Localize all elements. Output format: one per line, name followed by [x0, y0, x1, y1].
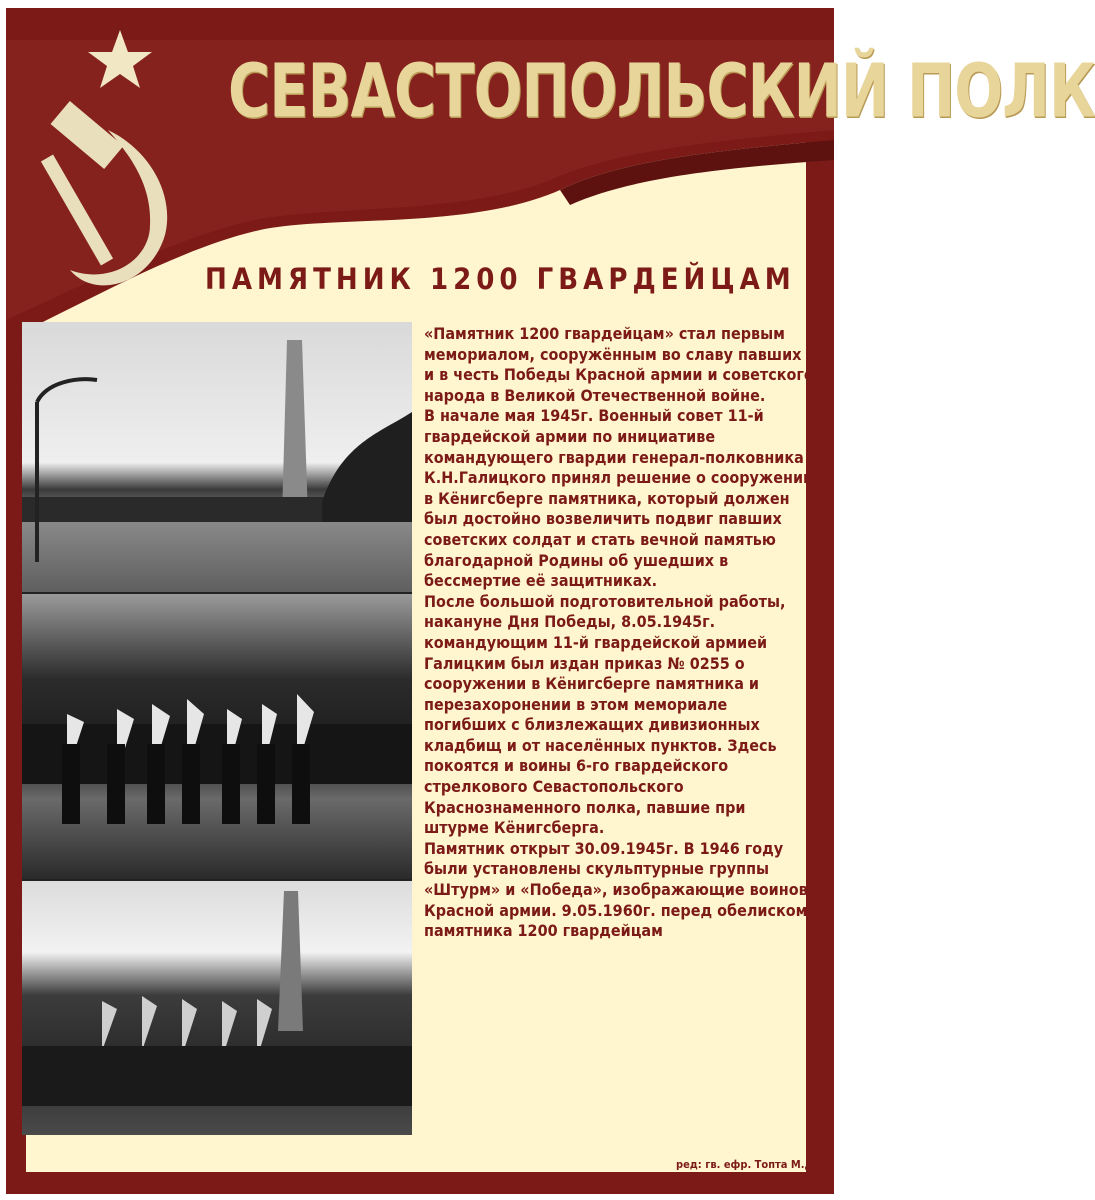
paragraph-1: «Памятник 1200 гвардейцам» стал первым мемориалом, сооружённым во славу павших и в честь Победы Красной армии и советского народа в Великой Отечественной войне.	[424, 324, 814, 405]
editor-credit: ред: гв. ефр. Топта М.Д	[676, 1158, 814, 1171]
photo-column	[22, 322, 412, 1135]
parade-at-obelisk-photo	[22, 881, 412, 1135]
guards-with-banners-photo	[22, 594, 412, 879]
poster-subtitle: ПАМЯТНИК 1200 ГВАРДЕЙЦАМ	[205, 262, 796, 296]
paragraph-2: В начале мая 1945г. Военный совет 11-й гвардейской армии по инициативе командующего гвардии генерал-полковника К.Н.Галицкого принял решение о сооружении в Кёнигсберге памятника, который должен был достойно возвеличить подвиг павших советских солдат и стать вечной памятью благодарной Родины об ушедших в бессмертие её защитниках.	[424, 406, 814, 591]
paragraph-3: После большой подготовительной работы, накануне Дня Победы, 8.05.1945г. командующим 11-й гвардейской армией Галицким был издан приказ № 0255 о сооружении в Кёнигсберге памятника и перезахоронении в этом мемориале погибших с близлежащих дивизионных кладбищ и от населённых пунктов. Здесь покоятся и воины 6-го гвардейского стрелкового Севастопольского Краснознаменного полка, павшие при штурме Кёнигсберга.	[424, 591, 786, 838]
body-text	[424, 324, 814, 942]
red-banner	[0, 0, 1095, 300]
obelisk-photo	[22, 322, 412, 592]
paragraph-4: Памятник открыт 30.09.1945г. В 1946 году были установлены скульптурные группы «Штурм» и «Победа», изображающие воинов Красной армии. 9.05.1960г. перед обелиском памятника 1200 гвардейцам	[424, 838, 808, 941]
poster-title: СЕВАСТОПОЛЬСКИЙ ПОЛК	[228, 50, 1095, 136]
